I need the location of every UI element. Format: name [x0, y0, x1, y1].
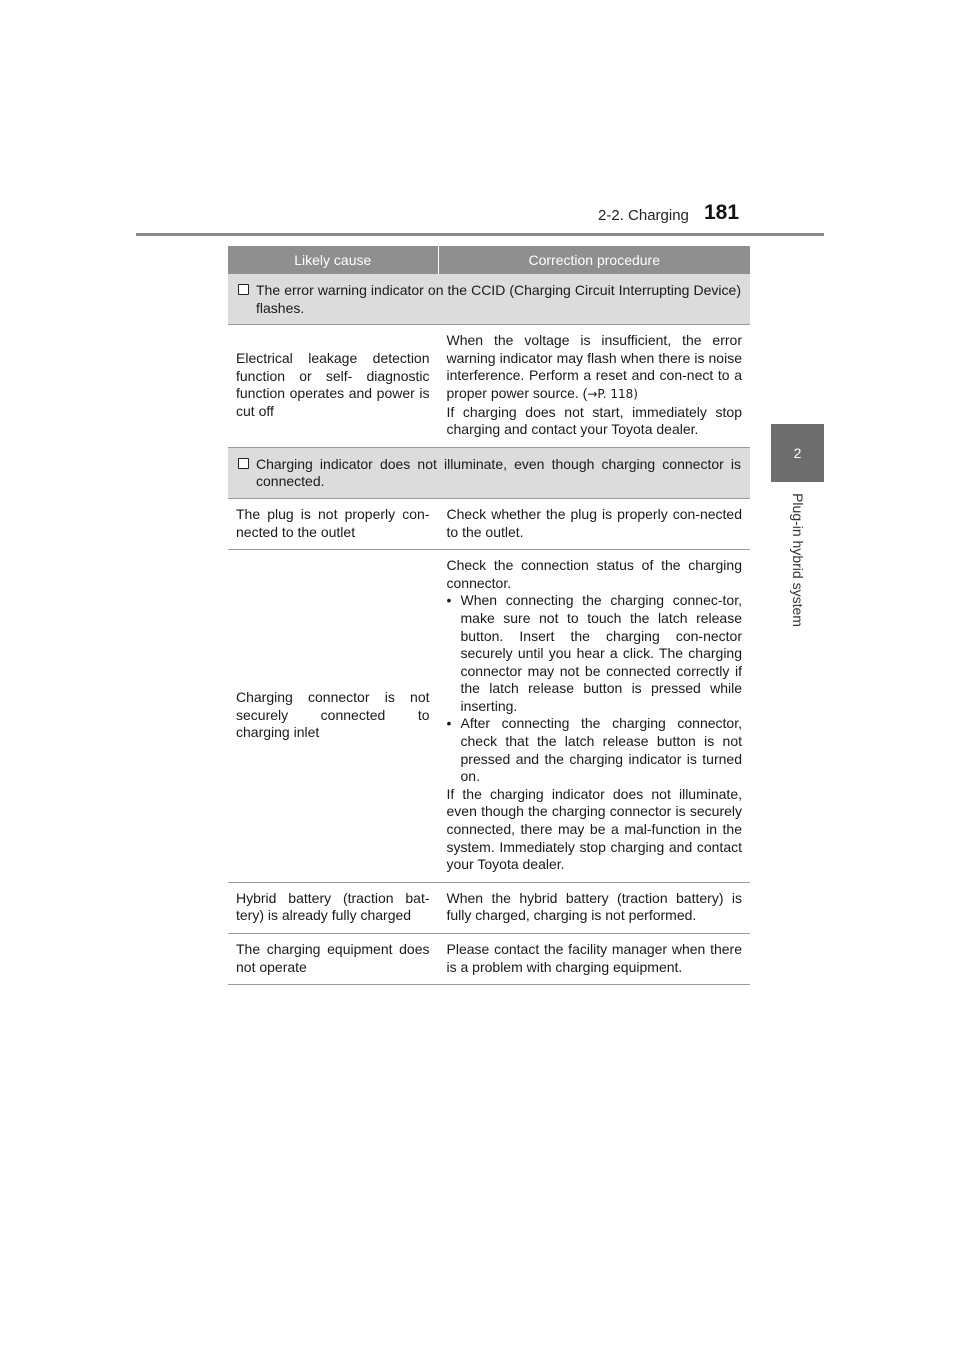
procedure-text: If charging does not start, immediately stop charging and contact your Toyota dealer.: [446, 403, 742, 438]
bullet-item: [447, 715, 743, 785]
header-likely-cause: Likely cause: [228, 246, 438, 274]
correction-procedure-cell: When the hybrid battery (traction battery) is fully charged, charging is not performed.: [438, 882, 750, 933]
likely-cause-cell: Electrical leakage detection function or self- diagnostic function operates and power is cut off: [228, 325, 438, 448]
chapter-number: 2: [793, 445, 802, 461]
likely-cause-cell: The charging equipment does not operate: [228, 934, 438, 985]
likely-cause-cell: The plug is not properly con-nected to the outlet: [228, 498, 438, 549]
bullet-item: [447, 592, 743, 715]
chapter-title: Plug-in hybrid system: [790, 493, 806, 627]
correction-procedure-cell: [438, 325, 750, 448]
procedure-text: Check the connection status of the charging connector.: [446, 557, 742, 591]
table-row: [228, 934, 750, 985]
case-heading-row: [228, 447, 750, 498]
checkbox-icon: [238, 284, 249, 295]
page-number: 181: [704, 201, 740, 224]
case-heading-text: The error warning indicator on the CCID (Charging Circuit Interrupting Device) flashes.: [256, 282, 741, 316]
chapter-tab: [771, 424, 824, 482]
likely-cause-cell: Charging connector is not securely connected to charging inlet: [228, 550, 438, 883]
bullet-text: When connecting the charging connec-tor, make sure not to touch the latch release button. Insert the charging con-nector securely until you hear a click. The charging connector may not be connected correctly if the latch release button is pressed while inserting.: [460, 592, 742, 714]
likely-cause-cell: Hybrid battery (traction bat-tery) is already fully charged: [228, 882, 438, 933]
case-heading: [238, 456, 741, 491]
troubleshooting-table: [228, 246, 750, 985]
case-heading-text: Charging indicator does not illuminate, even though charging connector is connected.: [256, 455, 741, 490]
bullet-icon: •: [446, 715, 452, 732]
page-reference-link[interactable]: →P. 118): [587, 386, 638, 401]
case-heading-row: [228, 274, 750, 325]
case-heading: [238, 282, 741, 317]
bullet-text: After connecting the charging connector, check that the latch release button is not pressed and the charging indicator is turned on.: [460, 715, 742, 785]
bullet-icon: •: [446, 592, 452, 609]
table-row: [228, 325, 750, 448]
correction-procedure-cell: Please contact the facility manager when there is a problem with charging equipment.: [438, 934, 750, 985]
header-rule: [136, 233, 824, 236]
table-header-row: [228, 246, 750, 274]
procedure-text: When the voltage is insufficient, the error warning indicator may flash when there is noise interference. Perform a reset and con-nect to a proper power source. (: [446, 332, 742, 401]
section-title: 2-2. Charging: [598, 207, 689, 224]
checkbox-icon: [238, 458, 249, 469]
correction-procedure-cell: Check whether the plug is properly con-nected to the outlet.: [438, 498, 750, 549]
procedure-text: If the charging indicator does not illuminate, even though the charging connector is securely connected, there may be a mal-function in the system. Immediately stop charging and contact your Toyota dealer.: [446, 785, 742, 873]
page-header: [0, 0, 960, 240]
table-row: [228, 498, 750, 549]
table-row: [228, 882, 750, 933]
table-row: [228, 550, 750, 883]
correction-procedure-cell: [438, 550, 750, 883]
header-correction-procedure: Correction procedure: [438, 246, 750, 274]
